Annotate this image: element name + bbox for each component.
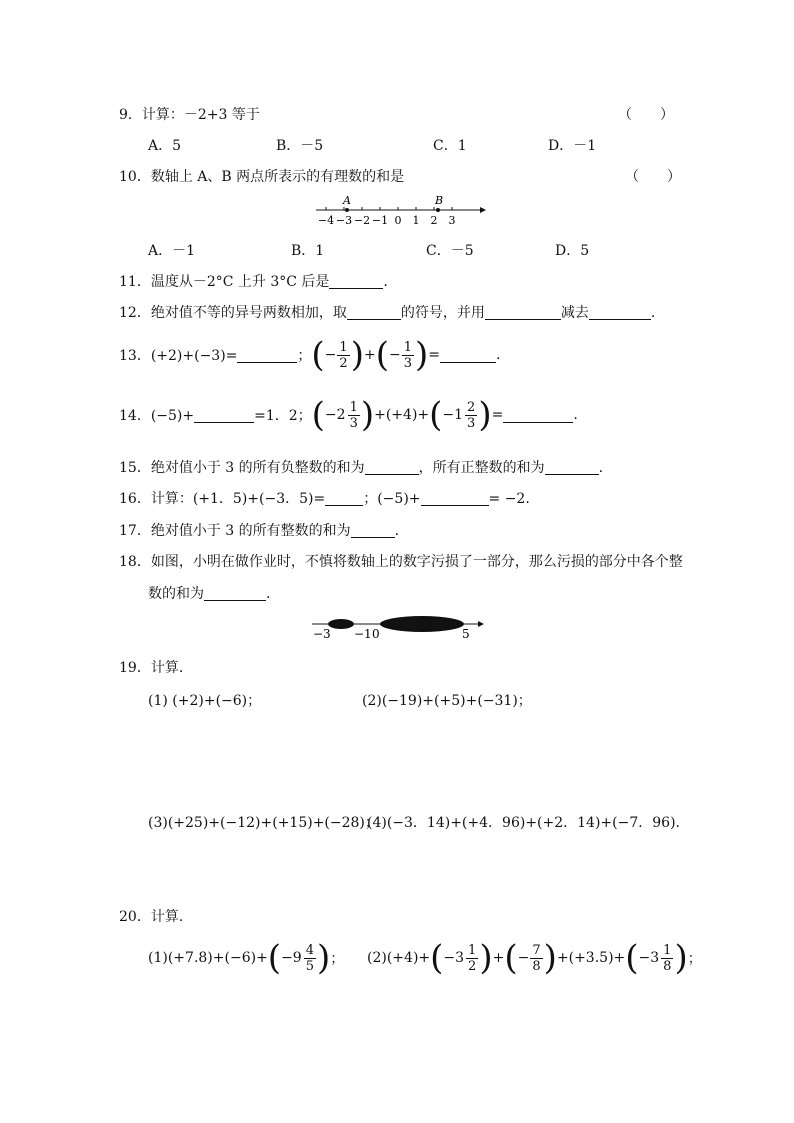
q14-mixed-2-fraction <box>465 400 477 431</box>
q13-fraction-1 <box>337 340 349 371</box>
q16-text-3: = −2. <box>488 491 530 507</box>
q20-p2-label: (2) <box>367 950 387 966</box>
q20-p2-mixed-2-den: 8 <box>663 958 672 974</box>
q17-blank[interactable] <box>351 522 395 538</box>
q13-lparen-1: ( <box>311 335 325 375</box>
q19-title: 19．计算. <box>119 660 184 676</box>
q20-p2-term-c: (+3.5) <box>568 950 614 966</box>
q20-p2-rparen-3: ) <box>674 938 688 978</box>
q13-blank-1[interactable] <box>237 347 297 363</box>
q11-text: 11．温度从－2°C 上升 3°C 后是 <box>119 274 330 290</box>
q14-lparen-2: ( <box>429 395 443 435</box>
q10-tick-label: −3 <box>335 214 353 227</box>
q14-mixed-1-den: 3 <box>349 415 358 431</box>
q20-p2-mixed-1-den: 2 <box>468 958 477 974</box>
q10-tick-label: 3 <box>448 214 456 227</box>
q13-equals: = <box>428 347 440 363</box>
q20-p1-plus-1: + <box>212 950 225 966</box>
q20-p1-mixed-int: −9 <box>281 950 302 966</box>
q14-mixed-2-int: −1 <box>442 407 464 423</box>
q20-p2-plus-3: + <box>556 950 569 966</box>
q13-fraction-1-num: 1 <box>339 339 348 355</box>
q20-p2-minus: − <box>517 950 530 966</box>
q10-tick-label: 1 <box>412 214 420 227</box>
q10-option-c: C．－5 <box>426 243 474 259</box>
q20-p2-mixed-2-fraction <box>661 943 673 974</box>
q12 <box>119 302 655 322</box>
q9-stem: 9．计算：－2+3 等于 <box>119 107 260 123</box>
q14-rparen-2: ) <box>478 395 492 435</box>
q20-p1-term-b: (−6) <box>224 950 257 966</box>
q12-blank-2[interactable] <box>485 304 561 320</box>
q13-minus-2: − <box>388 347 401 363</box>
q14-blank-2[interactable] <box>503 407 573 423</box>
q14-text: 14．(−5)+ <box>119 408 195 424</box>
q18-smudge-1 <box>328 619 354 629</box>
q14-plus-1: + <box>374 407 386 423</box>
q18-line-1: 18．如图，小明在做作业时，不慎将数轴上的数字污损了一部分，那么污损的部分中各个整 <box>119 554 683 570</box>
q14-end: . <box>573 407 578 423</box>
q10-point-a-dot <box>345 208 349 212</box>
q20-p1-num: 4 <box>305 942 314 958</box>
q10-tick-label: 2 <box>430 214 438 227</box>
q20-title: 20．计算. <box>119 909 184 925</box>
q13-separator: ； <box>297 348 312 364</box>
q14-mixed-2-den: 3 <box>467 415 476 431</box>
q18-blank[interactable] <box>204 585 266 601</box>
q13-fraction-2-den: 3 <box>403 355 412 371</box>
q20-p1-label: (1) <box>148 950 168 966</box>
q12-text-2: 的符号，并用 <box>400 305 485 321</box>
q15-blank-2[interactable] <box>545 459 599 475</box>
q16-text-1: 16．计算：(+1．5)+(−3．5)= <box>119 491 326 507</box>
q19-item-1: (1) (+2)+(−6)； <box>148 693 262 709</box>
q20-p2-mixed-1-int: −3 <box>443 950 465 966</box>
q17-end: . <box>394 523 400 539</box>
q16-text-2: ；(−5)+ <box>363 491 421 507</box>
q20-p2-fraction-den: 8 <box>532 958 541 974</box>
q10-point-b-dot <box>436 208 440 212</box>
q13-lparen-2: ( <box>375 335 389 375</box>
q13-fraction-2 <box>402 340 414 371</box>
q10-stem: 10．数轴上 A、B 两点所表示的有理数的和是 <box>119 169 405 185</box>
q14-plus-four: (+4) <box>385 407 418 423</box>
q20-p2-term-a: (+4) <box>386 950 419 966</box>
q14-mixed-1-fraction <box>348 400 360 431</box>
q15-blank-1[interactable] <box>365 459 419 475</box>
q13-plus: + <box>363 347 376 363</box>
q20-p2-lparen-2: ( <box>504 938 518 978</box>
q13-rparen-2: ) <box>414 335 429 375</box>
q20-p2-plus-2: + <box>492 950 505 966</box>
q17 <box>119 520 399 540</box>
q20-p2-plus-1: + <box>418 950 431 966</box>
q20-p1-separator: ； <box>330 951 345 967</box>
q20-p1-plus-2: + <box>256 950 268 966</box>
q17-text: 17．绝对值小于 3 的所有整数的和为 <box>119 523 351 539</box>
q20-part-2 <box>367 938 702 978</box>
q14-mixed-1-num: 1 <box>349 399 358 415</box>
q14-mixed-1-int: −2 <box>324 407 346 423</box>
q18-end: . <box>266 586 271 602</box>
q19-item-2: (2)(−19)+(+5)+(−31)； <box>362 693 532 709</box>
q9-option-a: A．5 <box>148 138 182 154</box>
q15-text-1: 15．绝对值小于 3 的所有负整数的和为 <box>119 460 365 476</box>
q20-p2-rparen-1: ) <box>479 938 493 978</box>
q14 <box>119 395 578 435</box>
q20-p1-rparen: ) <box>316 938 331 978</box>
q10-tick-label: −4 <box>317 214 335 227</box>
q12-end: . <box>650 305 656 321</box>
q10-tick-label: −2 <box>353 214 371 227</box>
q13-minus-1: − <box>324 347 337 363</box>
q18-label-0: 0 <box>372 627 380 641</box>
q18-label-neg3: −3 <box>313 627 331 641</box>
q19-item-4: (4)(−3．14)+(+4．96)+(+2．14)+(−7．96)． <box>367 815 690 831</box>
q16 <box>119 488 530 508</box>
q10-option-d: D．5 <box>555 243 590 259</box>
q10-option-b: B．1 <box>291 243 325 259</box>
q20-p2-mixed-1-fraction <box>466 943 478 974</box>
q20-p2-fraction-num: 7 <box>532 942 541 958</box>
q16-blank-2[interactable] <box>421 490 489 506</box>
q14-equals: = <box>491 407 504 423</box>
q14-plus-2: + <box>417 407 430 423</box>
q20-p1-fraction <box>304 943 316 974</box>
q18-label-5: 5 <box>462 627 470 641</box>
q18-smudge-2 <box>380 616 464 632</box>
q12-text-1: 绝对值不等的异号两数相加，取 <box>150 305 347 321</box>
q10-tick-label: 0 <box>394 214 402 227</box>
q20-p2-lparen-1: ( <box>430 938 444 978</box>
q20-p2-mixed-1-num: 1 <box>468 942 477 958</box>
q15 <box>119 457 603 477</box>
q14-rparen-1: ) <box>360 395 375 435</box>
q13-blank-2[interactable] <box>440 347 496 363</box>
q20-p2-fraction <box>530 943 542 974</box>
q20-p2-plus-4: + <box>613 950 626 966</box>
q9-answer-paren: （ ） <box>618 107 674 123</box>
q10-point-b-label: B <box>435 194 444 207</box>
q16-blank-1[interactable] <box>325 490 363 506</box>
q11-end: . <box>383 274 388 290</box>
q13-text: 13．(+2)+(−3)= <box>119 348 238 364</box>
q18-label-neg1: −1 <box>354 627 372 641</box>
q20-p2-rparen-2: ) <box>543 938 557 978</box>
q20-p2-lparen-3: ( <box>625 938 639 978</box>
q20-p1-lparen: ( <box>267 938 282 978</box>
q10-answer-paren: （ ） <box>625 169 681 185</box>
q20-p1-term-a: (+7.8) <box>167 950 213 966</box>
q14-lparen-1: ( <box>311 395 325 435</box>
q9-option-d: D．－1 <box>548 138 597 154</box>
q20-p2-separator: ； <box>687 951 702 967</box>
q19-item-3: (3)(+25)+(−12)+(+15)+(−28)； <box>148 815 379 831</box>
q18-text: 数的和为 <box>148 586 204 602</box>
q20-p2-mixed-2-num: 1 <box>663 942 672 958</box>
q13-fraction-2-num: 1 <box>403 339 412 355</box>
q14-blank-1[interactable] <box>194 407 254 423</box>
q13 <box>119 335 501 375</box>
q18-line-2 <box>148 583 270 603</box>
q10-tick-label: −1 <box>371 214 389 227</box>
q18-number-line <box>308 612 488 642</box>
q12-blank-1[interactable] <box>347 304 401 320</box>
q20-p2-mixed-2-int: −3 <box>638 950 660 966</box>
q14-mixed-2-num: 2 <box>467 399 476 415</box>
q10-point-a-label: A <box>343 194 351 207</box>
q13-end: . <box>495 347 501 363</box>
q13-fraction-1-den: 2 <box>339 355 348 371</box>
q12-text-3: 减去 <box>560 305 589 321</box>
q10-option-a: A．－1 <box>148 243 196 259</box>
q12-number: 12． <box>119 305 151 321</box>
q9-option-c: C．1 <box>433 138 467 154</box>
q15-end: . <box>598 460 604 476</box>
q20-p1-den: 5 <box>305 958 314 974</box>
q13-rparen-1: ) <box>350 335 364 375</box>
q11 <box>119 271 388 291</box>
q10-number-line <box>312 190 487 232</box>
q14-mid: =1．2； <box>254 408 312 424</box>
q11-blank[interactable] <box>329 273 383 289</box>
q15-text-2: ，所有正整数的和为 <box>418 460 545 476</box>
q9-option-b: B．－5 <box>276 138 324 154</box>
q12-blank-3[interactable] <box>589 304 651 320</box>
q20-part-1 <box>148 938 345 978</box>
